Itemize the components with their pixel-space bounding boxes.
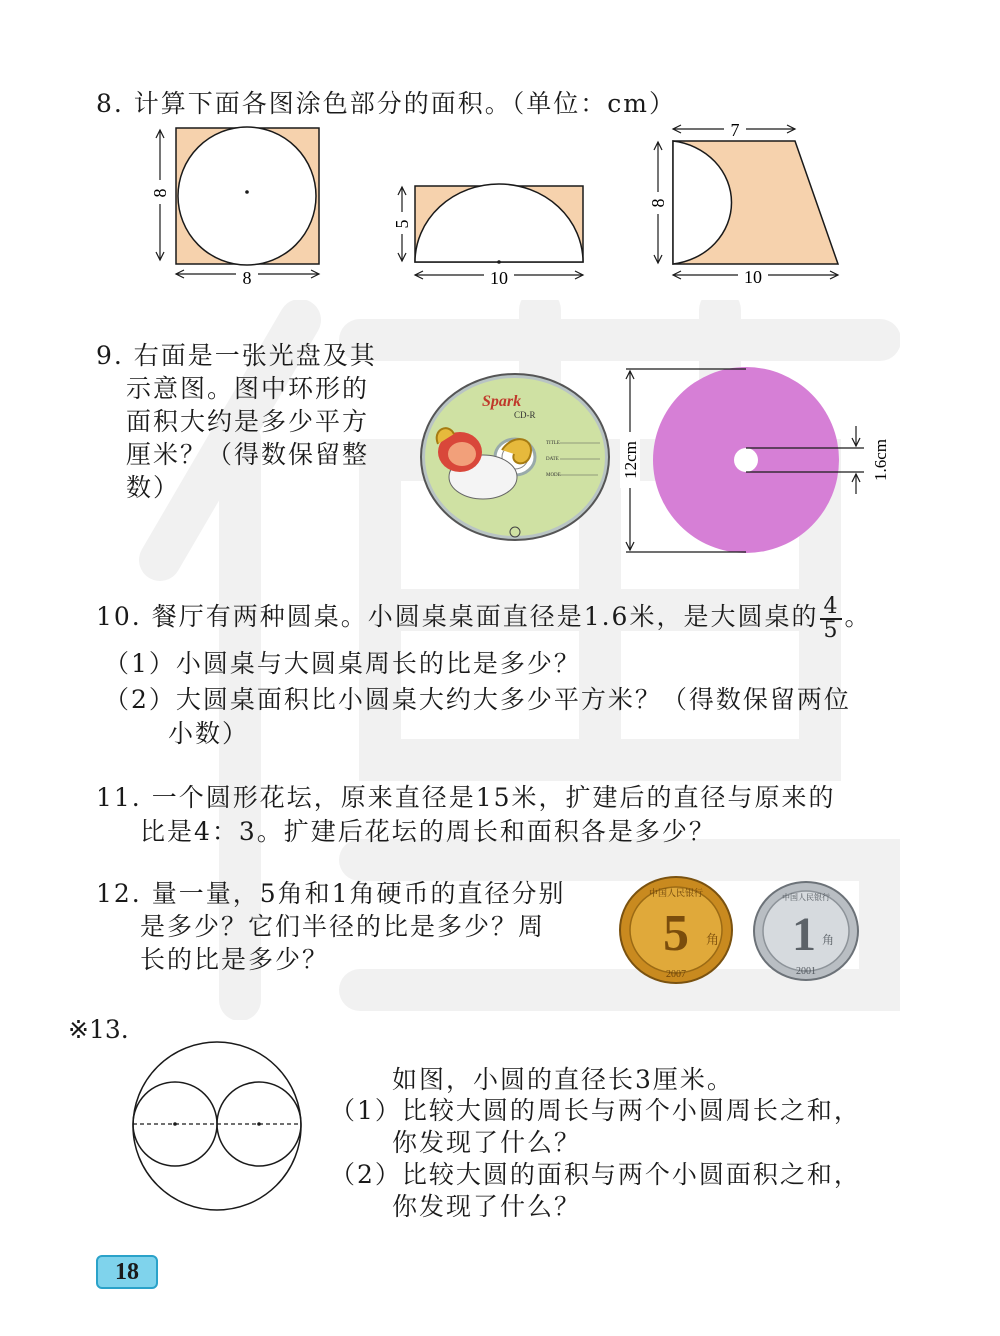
coin-5-jiao — [618, 876, 734, 984]
coin-5-unit: 角 — [706, 932, 720, 947]
q13-sub-2: （2）比较大圆的面积与两个小圆面积之和， — [330, 1160, 861, 1189]
q11-line-1: 11. 一个圆形花坛，原来直径是15米，扩建后的直径与原来的 — [96, 783, 836, 812]
q13-intro: 如图，小圆的直径长3厘米。 — [392, 1065, 734, 1094]
q13-label: ※13. — [68, 1015, 129, 1044]
q13-circles-figure — [128, 1040, 306, 1214]
cd-diagram — [612, 366, 902, 556]
q8-fig3-bottom-label: 10 — [744, 267, 762, 287]
q12-line-3: 长的比是多少？ — [140, 945, 330, 974]
q12-line-1: 12. 量一量，5角和1角硬币的直径分别 — [96, 879, 566, 908]
coin-1-year: 2001 — [796, 966, 816, 977]
q8-fig2-height-label: 5 — [392, 219, 412, 229]
cd-field-date: DATE — [546, 457, 559, 462]
q9-line-5: 数） — [126, 473, 181, 502]
q13-sub-1-cont: 你发现了什么？ — [392, 1128, 582, 1157]
q10-sub-1: （1）小圆桌与大圆桌周长的比是多少？ — [104, 649, 581, 678]
cd-photo — [418, 372, 613, 542]
coin-1-jiao — [752, 880, 860, 982]
q11-line-2: 比是4：3。扩建后花坛的周长和面积各是多少？ — [140, 817, 716, 846]
q8-figure-trapezoid-semicircle — [648, 118, 848, 290]
q9-line-1: 9. 右面是一张光盘及其 — [96, 341, 377, 370]
cd-brand: Spark — [482, 393, 522, 410]
coin-1-digit: 1 — [792, 908, 816, 961]
q10-fraction — [820, 593, 842, 643]
cd-type: CD-R — [514, 410, 536, 420]
q8-fig1-height-label: 8 — [150, 188, 170, 198]
q8-title: 8. 计算下面各图涂色部分的面积。（单位：cm） — [96, 89, 677, 118]
q10-text: 10. 餐厅有两种圆桌。小圆桌桌面直径是1.6米，是大圆桌的 — [96, 602, 819, 631]
coin-5-digit: 5 — [663, 905, 689, 962]
cd-inner-diameter-label: 1.6cm — [871, 438, 890, 482]
q8-fig1-width-label: 8 — [242, 268, 252, 288]
q9-line-4: 厘米？（得数保留整 — [126, 440, 370, 469]
q9-line-2: 示意图。图中环形的 — [126, 374, 370, 403]
coin-5-issuer: 中国人民银行 — [648, 888, 704, 898]
q12-line-2: 是多少？它们半径的比是多少？周 — [140, 912, 546, 941]
q10-line-1 — [96, 590, 871, 644]
q10-fraction-denominator: 5 — [823, 617, 840, 643]
q13-sub-2-cont: 你发现了什么？ — [392, 1192, 582, 1221]
q10-end: 。 — [844, 602, 872, 631]
q8-figure-rect-semicircle — [392, 180, 592, 286]
cd-field-title: TITLE — [546, 441, 560, 446]
cd-outer-diameter-label: 12cm — [621, 441, 640, 479]
q10-fraction-numerator: 4 — [820, 596, 842, 620]
q8-fig3-top-label: 7 — [730, 120, 740, 140]
q13-sub-1: （1）比较大圆的周长与两个小圆周长之和， — [330, 1096, 861, 1125]
q10-sub-2-cont: 小数） — [168, 719, 250, 748]
q8-fig3-height-label: 8 — [648, 198, 668, 208]
cd-field-mode: MODE — [546, 473, 561, 478]
coin-1-issuer: 中国人民银行 — [782, 893, 830, 902]
page-number: 18 — [96, 1255, 158, 1289]
q8-figure-square-circle — [150, 122, 335, 290]
q8-fig2-width-label: 10 — [490, 268, 508, 286]
coin-5-year: 2007 — [666, 969, 686, 980]
q9-line-3: 面积大约是多少平方 — [126, 407, 370, 436]
coin-1-unit: 角 — [822, 933, 835, 947]
q10-sub-2: （2）大圆桌面积比小圆桌大约大多少平方米？（得数保留两位 — [104, 685, 851, 714]
